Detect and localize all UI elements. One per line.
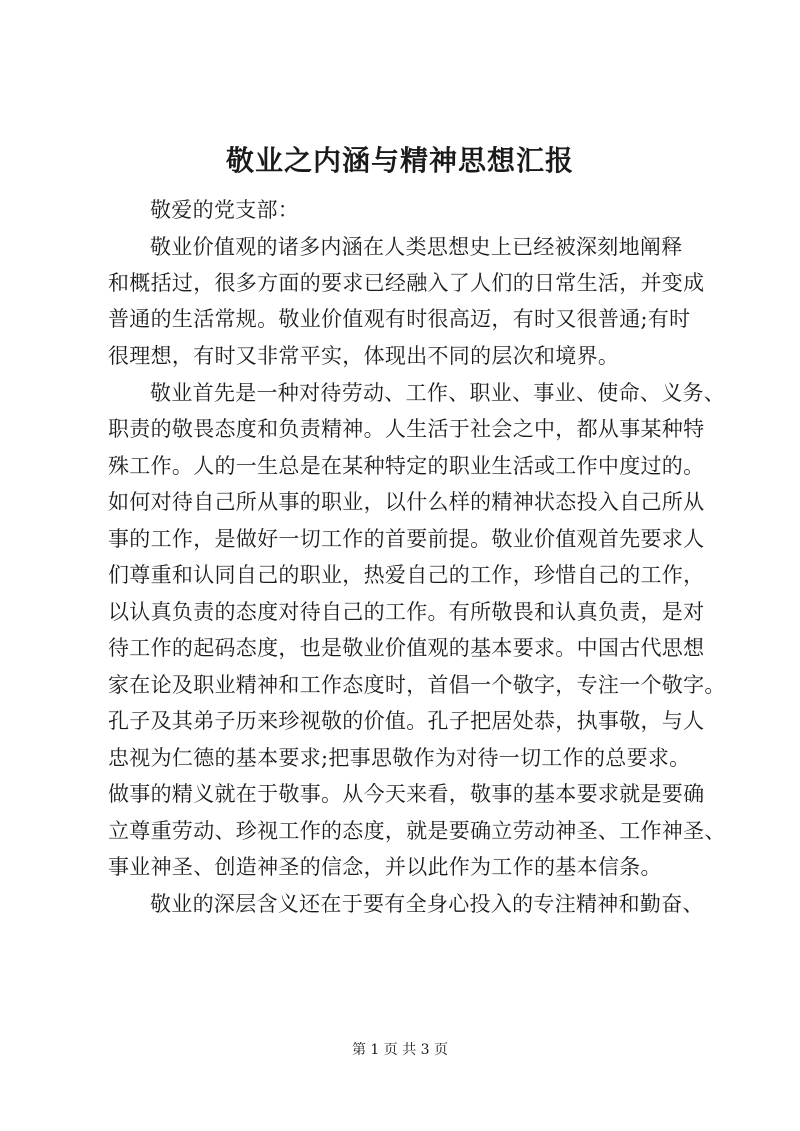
- paragraph-line: 待工作的起码态度，也是敬业价值观的基本要求。中国古代思想: [108, 636, 705, 660]
- paragraph-line: 如何对待自己所从事的职业，以什么样的精神状态投入自己所从: [108, 490, 705, 514]
- paragraph-line: 以认真负责的态度对待自己的工作。有所敬畏和认真负责，是对: [108, 600, 705, 624]
- paragraph-line: 普通的生活常规。敬业价值观有时很高迈，有时又很普通;有时: [108, 307, 691, 331]
- page-number-footer: 第 1 页 共 3 页: [351, 1042, 449, 1058]
- paragraph-line: 敬业的深层含义还在于要有全身心投入的专注精神和勤奋、: [150, 892, 704, 916]
- paragraph-line: 敬业首先是一种对待劳动、工作、职业、事业、使命、义务、: [150, 381, 726, 405]
- paragraph-line: 立尊重劳动、珍视工作的态度，就是要确立劳动神圣、工作神圣、: [108, 819, 726, 843]
- paragraph-line: 事业神圣、创造神圣的信念，并以此作为工作的基本信条。: [108, 855, 662, 879]
- salutation: 敬爱的党支部：: [150, 198, 300, 222]
- paragraph-line: 孔子及其弟子历来珍视敬的价值。孔子把居处恭，执事敬，与人: [108, 709, 705, 733]
- paragraph-line: 很理想，有时又非常平实，体现出不同的层次和境界。: [108, 344, 620, 368]
- paragraph-line: 忠视为仁德的基本要求;把事思敬作为对待一切工作的总要求。: [108, 746, 691, 770]
- paragraph-line: 和概括过，很多方面的要求已经融入了人们的日常生活，并变成: [108, 271, 705, 295]
- paragraph-line: 家在论及职业精神和工作态度时，首倡一个敬字，专注一个敬字。: [108, 673, 726, 697]
- paragraph-line: 殊工作。人的一生总是在某种特定的职业生活或工作中度过的。: [108, 454, 705, 478]
- paragraph-line: 事的工作，是做好一切工作的首要前提。敬业价值观首先要求人: [108, 527, 705, 551]
- paragraph-line: 职责的敬畏态度和负责精神。人生活于社会之中，都从事某种特: [108, 417, 705, 441]
- paragraph-line: 敬业价值观的诸多内涵在人类思想史上已经被深刻地阐释: [150, 235, 683, 259]
- paragraph-line: 们尊重和认同自己的职业，热爱自己的工作，珍惜自己的工作，: [108, 563, 705, 587]
- document-title: 敬业之内涵与精神思想汇报: [225, 144, 574, 177]
- paragraph-line: 做事的精义就在于敬事。从今天来看，敬事的基本要求就是要确: [108, 782, 705, 806]
